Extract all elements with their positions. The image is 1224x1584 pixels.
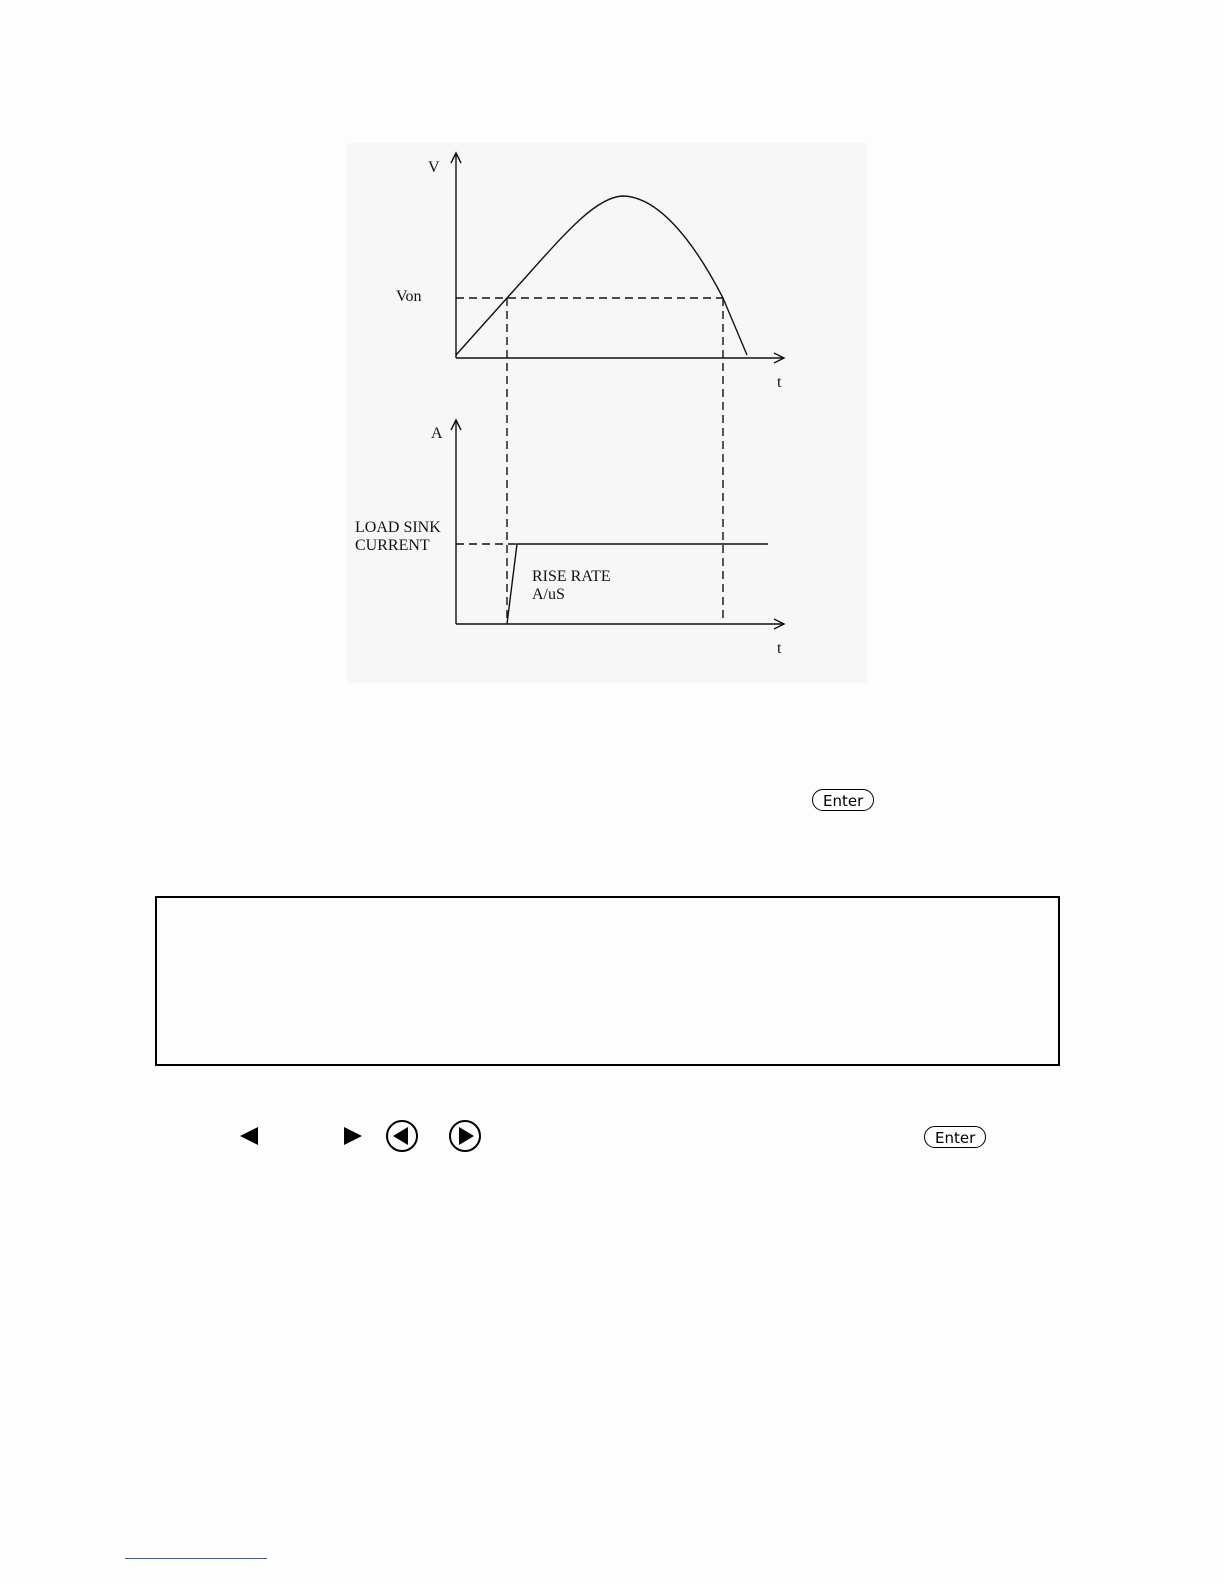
voltage-curve <box>456 196 747 355</box>
lcd-display-box <box>155 896 1060 1066</box>
upper-axis-label: V <box>428 159 440 176</box>
upper-time-label: t <box>777 374 782 391</box>
rotary-right-icon <box>448 1119 482 1153</box>
rise-rate-label-line1: RISE RATE <box>532 568 611 585</box>
rotary-left-icon <box>385 1119 419 1153</box>
von-label: Von <box>396 288 422 305</box>
rise-rate-label-line2: A/uS <box>532 586 565 603</box>
lower-time-label: t <box>777 640 782 657</box>
von-timing-diagram <box>347 143 867 683</box>
footnote-rule <box>125 1558 267 1559</box>
load-sink-label-line2: CURRENT <box>355 537 430 554</box>
waveform-figure <box>347 143 867 683</box>
lower-axis-label: A <box>431 425 443 442</box>
right-arrow-key-icon <box>342 1125 364 1147</box>
left-arrow-key-icon <box>238 1125 260 1147</box>
enter-key-icon: Enter <box>924 1126 986 1148</box>
enter-key-icon: Enter <box>812 789 874 811</box>
load-sink-label-line1: LOAD SINK <box>355 519 441 536</box>
